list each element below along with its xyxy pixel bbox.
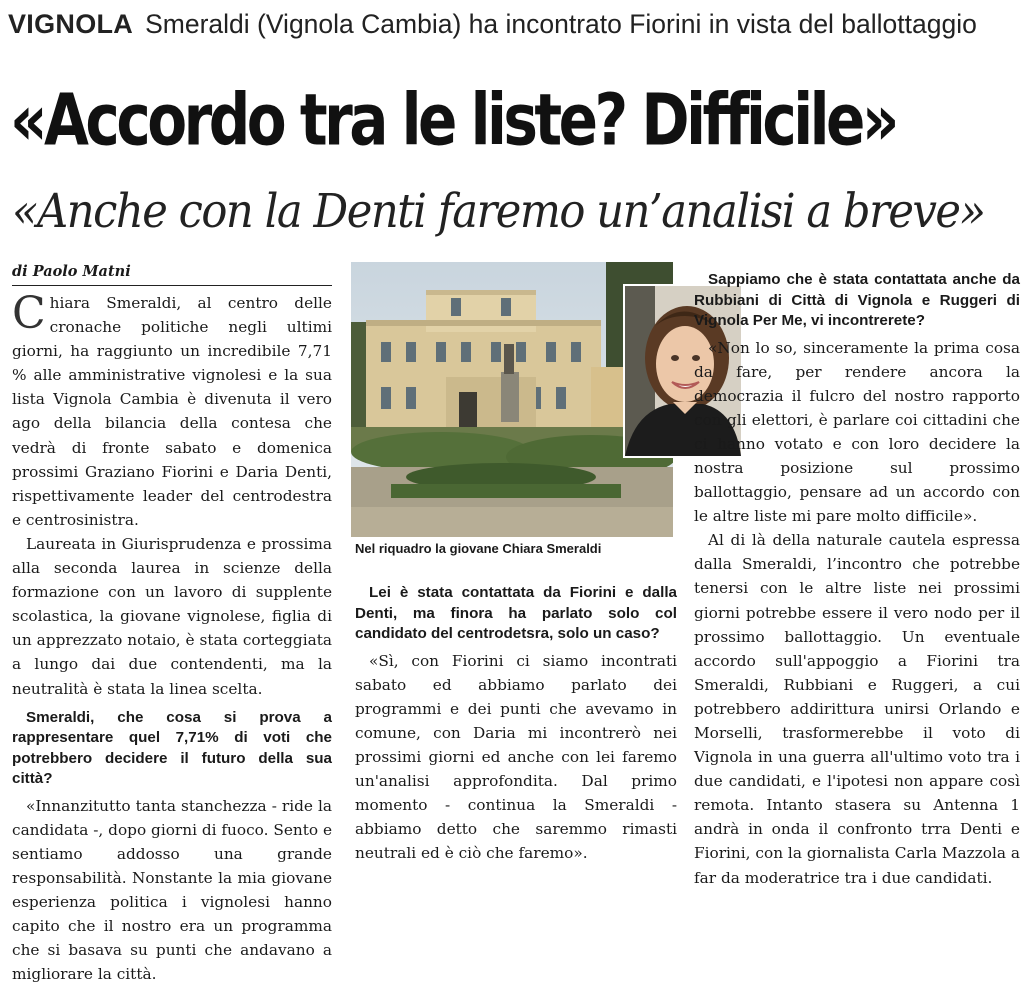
photo-caption: Nel riquadro la giovane Chiara Smeraldi — [355, 541, 602, 556]
drop-cap: C — [12, 288, 46, 339]
kicker-line — [8, 4, 1023, 44]
paragraph-2: Laureata in Giurisprudenza e prossima alla seconda laurea in scienze della formazione con un lavoro di supplente scolastica, la giovane vignolese, figlia di un apprezzato notaio, è stata corteggiata a lungo dai due contendenti, ma la neutralità è stata la linea scelta. — [12, 534, 332, 698]
answer-3: «Non lo so, sinceramente la prima cosa da fare, per rendere ancora la democrazia il fulcro del nostro rapporto con gli elettori, è parlare coi cittadini che ci hanno votato e con loro decidere la nostra posizione sul prossimo ballottaggio, pensare ad un accordo con le altre liste mi pare molto difficile». — [694, 338, 1020, 526]
question-1: Smeraldi, che cosa si prova a rappresentare quel 7,71% di voti che potrebbero decidere il futuro della sua città? — [12, 708, 332, 788]
question-2: Lei è stata contattata da Fiorini e dalla Denti, ma finora ha parlato solo col candidato del centrodetsra, solo un caso? — [355, 584, 677, 642]
column-2 — [355, 576, 677, 865]
column-3 — [694, 270, 1020, 890]
paragraph-3: Al di là della naturale cautela espressa dalla Smeraldi, l’incontro che potrebbe tenersi con le altre liste nei prossimi giorni potrebbe essere il vero nodo per il prossimo ballottaggio. Un eventuale accordo sull'appoggio a Fiorini tra Smeraldi, Rubbiani e Ruggeri, a cui potrebbero addirittura unirsi Orlando e Morselli, trasformerebbe il voto di Vignola in una guerra all'ultimo voto tra i due candidati, e l'ipotesi non appare così remota. Intanto stasera su Antenna 1 andrà in onda il confronto trra Denti e Fiorini, con la giornalista Carla Mazzola a far da moderatrice tra i due candidati. — [694, 531, 1020, 887]
answer-1: «Innanzitutto tanta stanchezza - ride la candidata -, dopo giorni di fuoco. Sento e sentiamo addosso una grande responsabilità. Nonstante la mia giovane esperienza politica i vignolesi hanno capito che il nostro era un programma che si basava su punti che andavano a migliorare la città. — [12, 796, 332, 984]
lead-paragraph — [12, 288, 332, 532]
question-3: Sappiamo che è stata contattata anche da Rubbiani di Città di Vignola e Ruggeri di Vignola Per Me, vi incontrerete? — [694, 271, 1020, 329]
kicker-text: Smeraldi (Vignola Cambia) ha incontrato Fiorini in vista del ballottaggio — [145, 9, 977, 39]
answer-2: «Sì, con Fiorini ci siamo incontrati sabato ed abbiamo parlato dei programmi e dei punti che avevamo in comune, con Daria mi incontrerò nei prossimi giorni ed anche con lei faremo un'analisi approfondita. Dal primo momento - continua la Smeraldi - abbiamo detto che saremmo rimasti neutrali ed è ciò che faremo». — [355, 651, 677, 863]
deck-subtitle: «Anche con la Denti faremo un’analisi a breve» — [12, 184, 985, 239]
column-1 — [12, 262, 332, 986]
headline: «Accordo tra le liste? Difficile» — [10, 78, 896, 162]
byline: di Paolo Matni — [12, 262, 332, 286]
section-tag: VIGNOLA — [8, 9, 134, 39]
lead-text: hiara Smeraldi, al centro delle cronache politiche negli ultimi giorni, ha raggiunto un incredibile 7,71 % alle amministrative vignolesi e la sua lista Vignola Cambia è divenuta il vero ago della bilancia della contesa che vedrà di fronte sabato e domenica prossimi Graziano Fiorini e Daria Denti, rispettivamente leader del centrodestra e centrosinistra. — [12, 294, 332, 529]
